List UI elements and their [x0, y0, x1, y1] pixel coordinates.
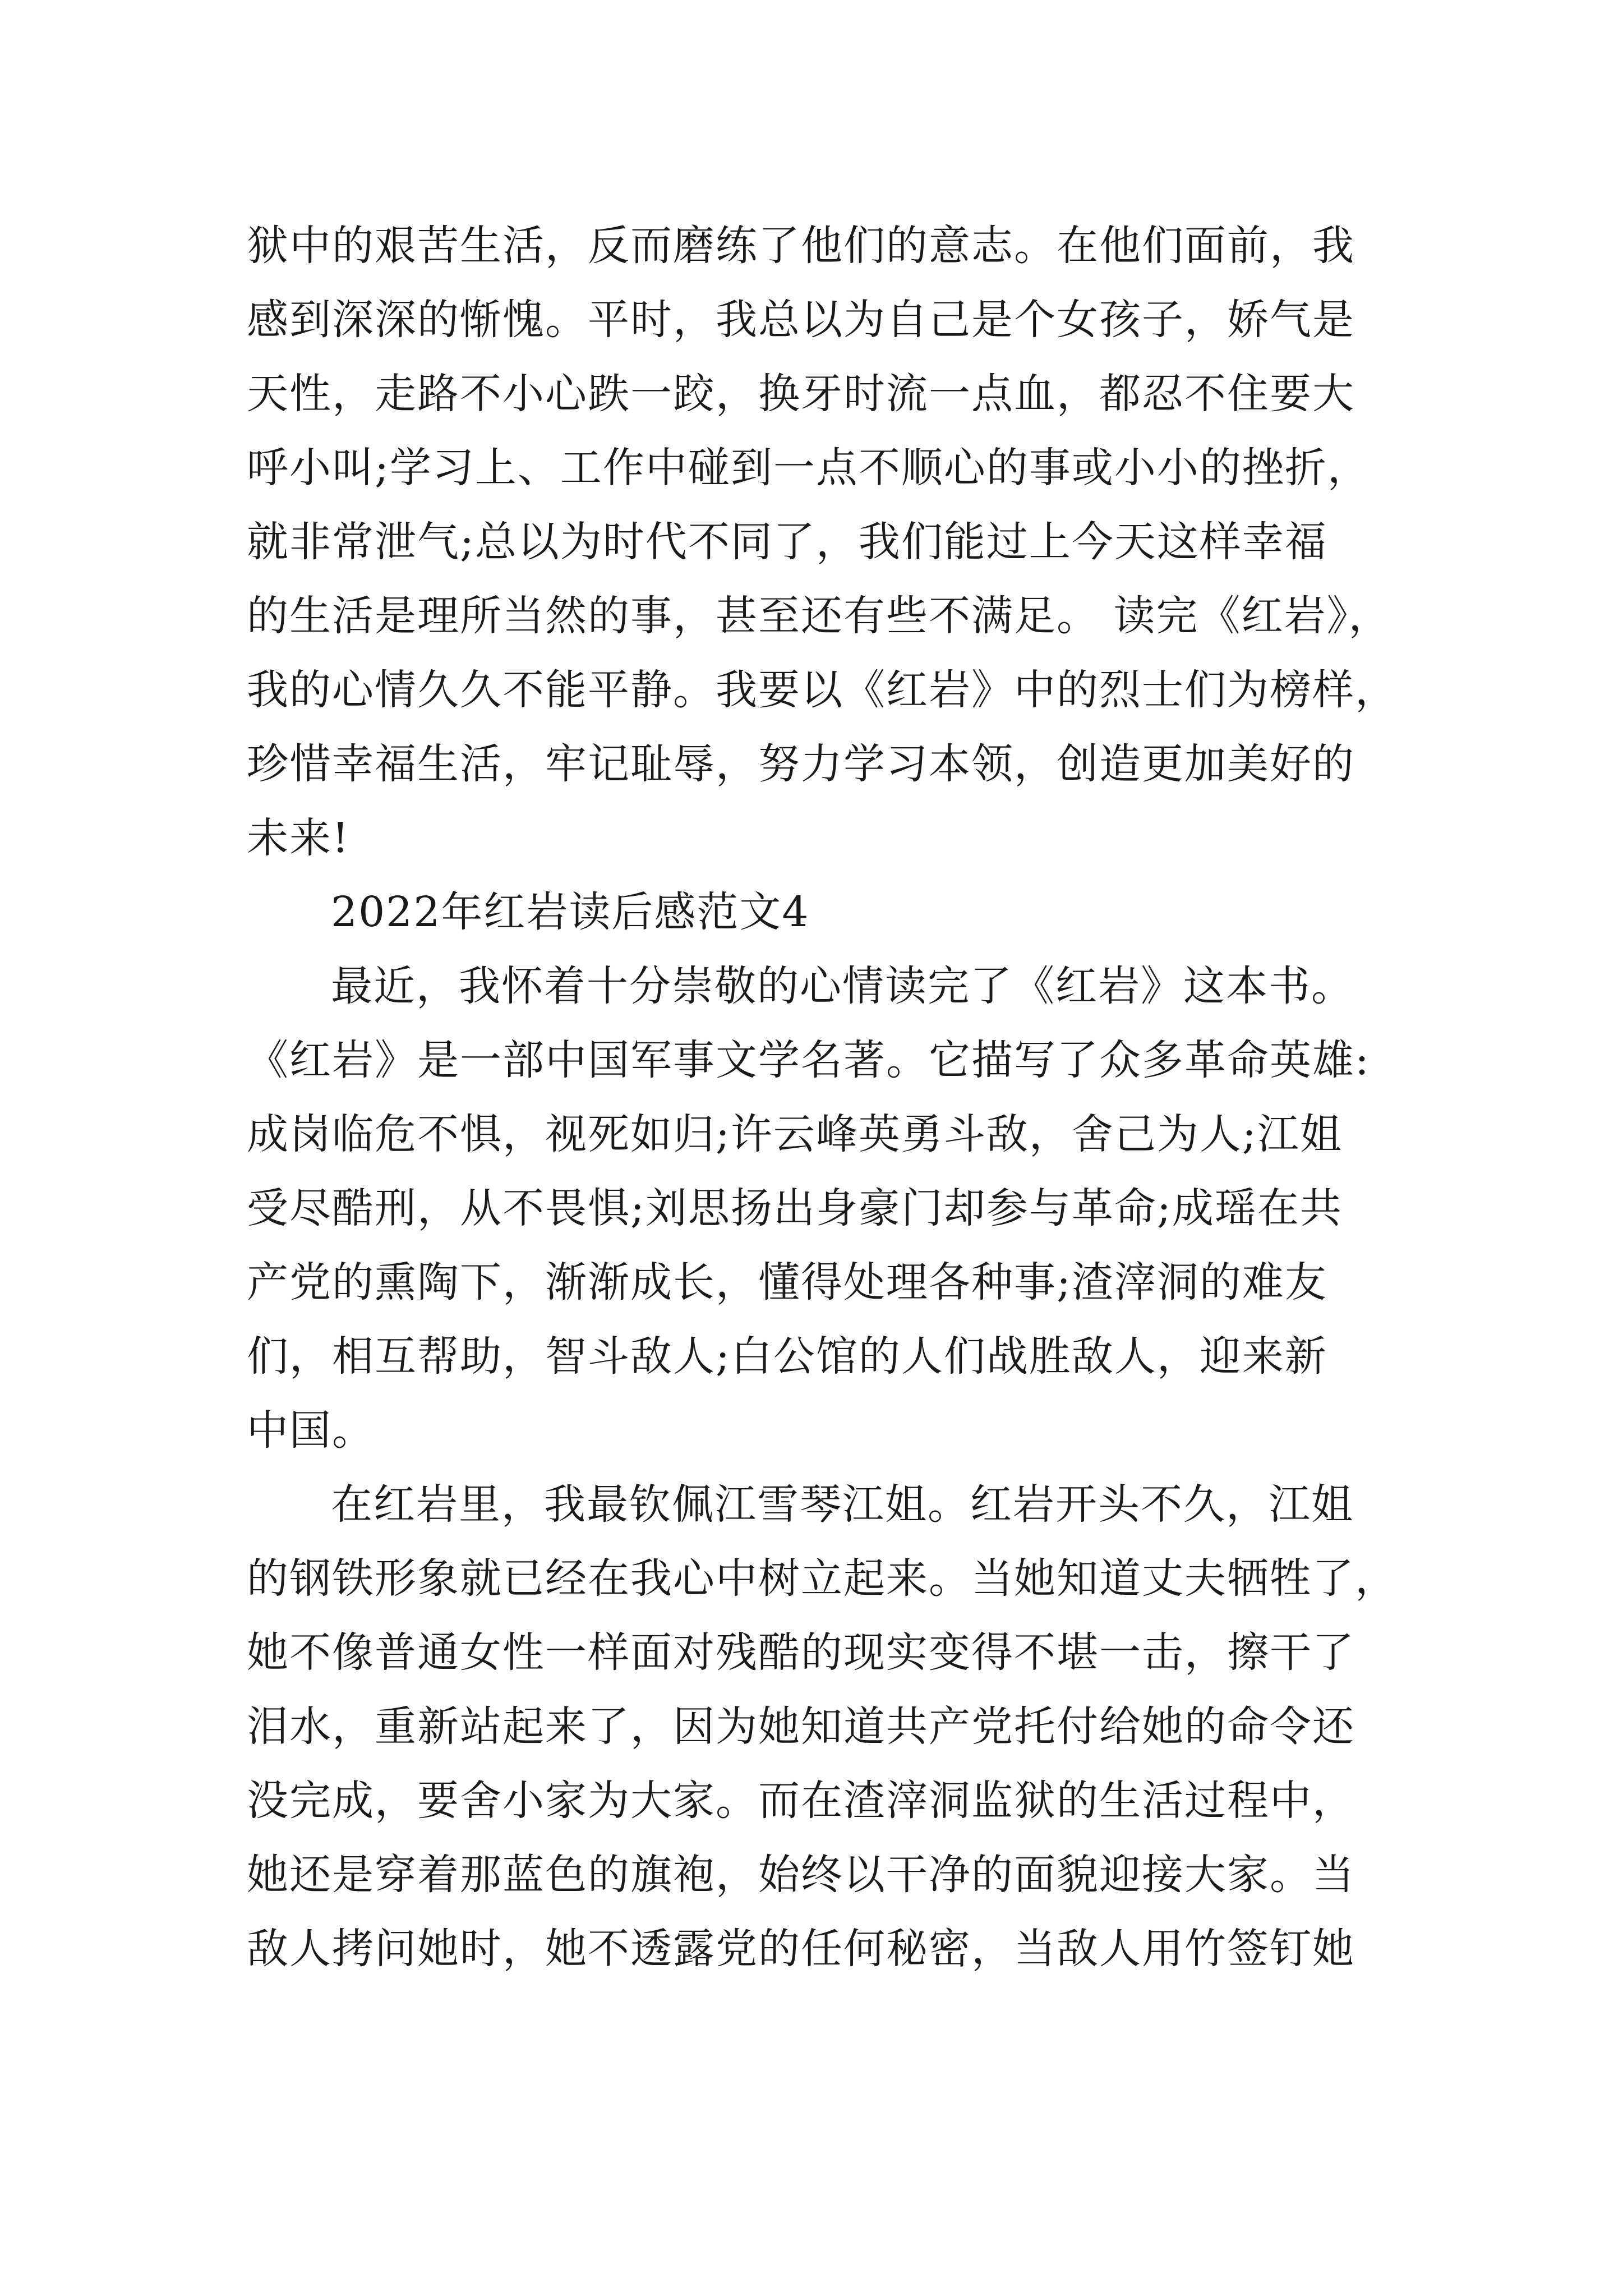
section-heading: 2022年红岩读后感范文4 — [331, 888, 810, 936]
text-line: 中国。 — [247, 1406, 375, 1455]
text-line: 泪水，重新站起来了，因为她知道共产党托付给她的命令还 — [247, 1703, 1355, 1751]
text-line: 的生活是理所当然的事，甚至还有些不满足。 读完《红岩》， — [247, 592, 1391, 640]
text-line: 《红岩》是一部中国军事文学名著。它描写了众多革命英雄: — [247, 1036, 1370, 1084]
text-line: 呼小叫;学习上、工作中碰到一点不顺心的事或小小的挫折， — [247, 444, 1370, 492]
text-line: 就非常泄气;总以为时代不同了，我们能过上今天这样幸福 — [247, 518, 1327, 566]
paragraph-first-line: 在红岩里，我最钦佩江雪琴江姐。红岩开头不久，江姐 — [331, 1480, 1354, 1529]
text-line: 成岗临危不惧，视死如归;许云峰英勇斗敌，舍己为人;江姐 — [247, 1110, 1343, 1158]
text-line: 她不像普通女性一样面对残酷的现实变得不堪一击，擦干了 — [247, 1628, 1355, 1677]
text-line: 的钢铁形象就已经在我心中树立起来。当她知道丈夫牺牲了， — [247, 1554, 1398, 1603]
text-line: 们，相互帮助，智斗敌人;白公馆的人们战胜敌人，迎来新 — [247, 1332, 1327, 1381]
text-line: 珍惜幸福生活，牢记耻辱，努力学习本领，创造更加美好的 — [247, 740, 1355, 788]
text-line: 产党的熏陶下，渐渐成长，懂得处理各种事;渣滓洞的难友 — [247, 1258, 1327, 1306]
text-line: 狱中的艰苦生活，反而磨练了他们的意志。在他们面前，我 — [247, 222, 1355, 270]
text-line: 没完成，要舍小家为大家。而在渣滓洞监狱的生活过程中， — [247, 1777, 1355, 1825]
text-line: 我的心情久久不能平静。我要以《红岩》中的烈士们为榜样， — [247, 666, 1398, 714]
text-line: 她还是穿着那蓝色的旗袍，始终以干净的面貌迎接大家。当 — [247, 1851, 1355, 1899]
document-body — [247, 209, 1430, 1986]
text-line: 受尽酷刑，从不畏惧;刘思扬出身豪门却参与革命;成瑶在共 — [247, 1184, 1343, 1232]
text-line: 敌人拷问她时，她不透露党的任何秘密，当敌人用竹签钉她 — [247, 1925, 1355, 1973]
text-line: 未来! — [247, 814, 350, 862]
text-line: 感到深深的惭愧。平时，我总以为自己是个女孩子，娇气是 — [247, 296, 1355, 344]
paragraph-first-line: 最近，我怀着十分崇敬的心情读完了《红岩》这本书。 — [331, 962, 1354, 1010]
text-line: 天性，走路不小心跌一跤，换牙时流一点血，都忍不住要大 — [247, 370, 1355, 418]
